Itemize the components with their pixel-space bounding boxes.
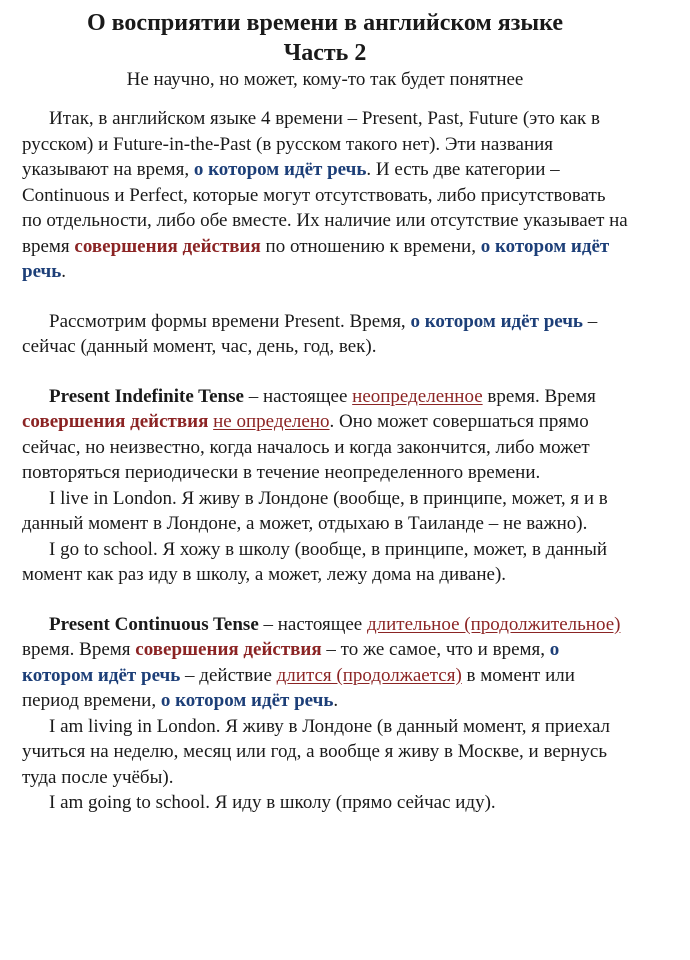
indefinite-underline-2: не определено bbox=[213, 411, 330, 432]
continuous-text-5: в момент или период времени, bbox=[22, 664, 575, 711]
indefinite-underline-1: неопределенное bbox=[352, 385, 483, 407]
indefinite-example-1: I live in London. Я живу в Лондоне (вообще, в принципе, может, я и в данный момент в Лондоне, а может, отдыхаю в Таиланде – не важно). bbox=[22, 487, 608, 534]
paragraph-gap bbox=[22, 285, 628, 309]
continuous-text-2: время. Время bbox=[22, 639, 136, 660]
continuous-paragraph bbox=[22, 612, 628, 714]
indefinite-tense-name: Present Indefinite Tense bbox=[49, 385, 244, 407]
continuous-text-6: . bbox=[333, 690, 339, 711]
continuous-highlight-2: о котором идёт речь bbox=[22, 639, 560, 686]
intro-text-1: Итак, в английском языке 4 времени – Present, Past, Future (это как в русском) и Future-in-the-Past (в русском такого нет). Эти названия указывают на время, bbox=[22, 108, 600, 180]
intro-text-3: по отношению к времени, bbox=[260, 235, 481, 257]
present-text-1: Рассмотрим формы времени Present. Время, bbox=[49, 310, 411, 332]
present-paragraph bbox=[22, 309, 628, 360]
document-subtitle: Не научно, но может, кому-то так будет понятнее bbox=[126, 69, 524, 90]
continuous-underline-1: длительное (продолжительное) bbox=[366, 613, 621, 635]
document-title: О восприятии времени в английском языке bbox=[86, 10, 564, 36]
continuous-highlight-1: совершения действия bbox=[135, 639, 322, 660]
present-text-2: – сейчас (данный момент, час, день, год, век). bbox=[22, 310, 598, 357]
present-highlight-1: о котором идёт речь bbox=[410, 310, 583, 332]
intro-text-4: . bbox=[61, 261, 67, 282]
intro-highlight-2: совершения действия bbox=[74, 235, 261, 257]
intro-text-2: . И есть две категории – Continuous и Perfect, которые могут отсутствовать, либо присутствовать по отдельности, либо обе вместе. Их наличие или отсутствие указывает на время bbox=[22, 159, 628, 257]
continuous-text-3: – то же самое, что и время, bbox=[321, 639, 550, 660]
indefinite-text-2: время. Время bbox=[482, 385, 596, 407]
paragraph-gap bbox=[22, 360, 628, 384]
continuous-underline-2: длится (продолжается) bbox=[276, 664, 462, 686]
indefinite-highlight-1: совершения действия bbox=[22, 411, 209, 432]
continuous-text-1: – настоящее bbox=[258, 613, 367, 635]
intro-highlight-1: о котором идёт речь bbox=[193, 159, 367, 180]
continuous-example-2: I am going to school. Я иду в школу (прямо сейчас иду). bbox=[49, 792, 496, 813]
indefinite-text-4: . Оно может совершаться прямо сейчас, но неизвестно, когда началось и когда закончится, либо может повторяться периодически в течение неопределенного времени. bbox=[22, 411, 590, 483]
continuous-example-1: I am living in London. Я живу в Лондоне (в данный момент, я приехал учиться на неделю, месяц или год, а вообще я живу в Москве, и вернусь туда после учёбы). bbox=[22, 715, 611, 788]
continuous-text-4: – действие bbox=[180, 664, 277, 686]
continuous-tense-name: Present Continuous Tense bbox=[49, 613, 259, 635]
intro-highlight-3: о котором идёт речь bbox=[22, 235, 610, 282]
intro-paragraph bbox=[22, 106, 628, 285]
continuous-highlight-3: о котором идёт речь bbox=[160, 690, 334, 711]
document-part: Часть 2 bbox=[283, 40, 367, 66]
indefinite-paragraph bbox=[22, 384, 628, 486]
indefinite-text-1: – настоящее bbox=[243, 385, 353, 407]
paragraph-gap bbox=[22, 588, 628, 612]
indefinite-example-2: I go to school. Я хожу в школу (вообще, в принципе, может, в данный момент как раз иду в школу, а может, лежу дома на диване). bbox=[22, 538, 608, 585]
